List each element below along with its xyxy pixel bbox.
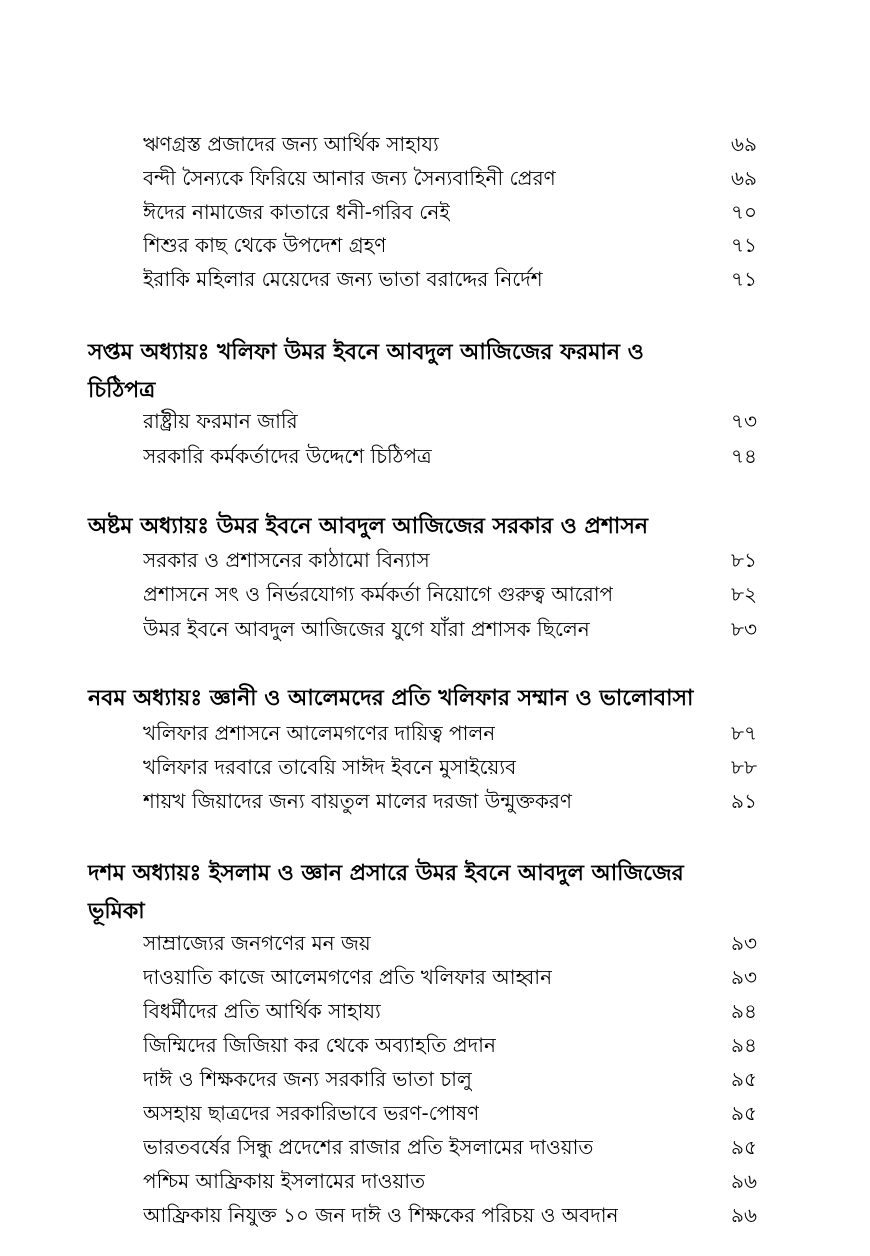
entry-page-number: ৮২ xyxy=(731,581,757,606)
toc-entry xyxy=(143,129,757,163)
entry-title: প্রশাসনে সৎ ও নির্ভরযোগ্য কর্মকর্তা নিয়োগে গুরুত্ব আরোপ xyxy=(143,581,614,606)
toc-entry xyxy=(143,230,757,264)
entry-title: অসহায় ছাত্রদের সরকারিভাবে ভরণ-পোষণ xyxy=(143,1100,480,1125)
entry-page-number: ৮৭ xyxy=(731,720,757,745)
toc-entry xyxy=(143,928,757,962)
entry-title: ঋণগ্রস্ত প্রজাদের জন্য আর্থিক সাহায্য xyxy=(143,131,439,156)
toc-entry xyxy=(143,1064,757,1098)
entry-title: খলিফার প্রশাসনে আলেমগণের দায়িত্ব পালন xyxy=(143,720,496,745)
entry-page-number: ৯৬ xyxy=(731,1202,757,1227)
chapter-heading-line: নবম অধ্যায়ঃ জ্ঞানী ও আলেমদের প্রতি খলিফার সম্মান ও ভালোবাসা xyxy=(88,686,694,711)
entry-page-number: ৬৯ xyxy=(731,131,757,156)
toc-entry xyxy=(143,1132,757,1166)
entry-page-number: ৭৩ xyxy=(730,408,757,433)
toc-entry xyxy=(143,441,757,475)
entry-title: সাম্রাজ্যের জনগণের মন জয় xyxy=(143,930,371,955)
entry-title: শায়খ জিয়াদের জন্য বায়তুল মালের দরজা উন্মুক্তকরণ xyxy=(143,788,572,813)
entry-page-number: ৭০ xyxy=(730,199,757,224)
toc-entry xyxy=(143,752,757,786)
entry-page-number: ৮৩ xyxy=(731,616,757,641)
entry-title: রাষ্ট্রীয় ফরমান জারি xyxy=(143,408,298,433)
entry-title: শিশুর কাছ থেকে উপদেশ গ্রহণ xyxy=(143,232,387,257)
toc-entry xyxy=(143,1200,757,1234)
chapter-heading-line: দশম অধ্যায়ঃ ইসলাম ও জ্ঞান প্রসারে উমর ইবনে আবদুল আজিজের xyxy=(88,861,684,886)
toc-entry xyxy=(143,1166,757,1200)
entry-title: ইরাকি মহিলার মেয়েদের জন্য ভাতা বরাদ্দের নির্দেশ xyxy=(143,266,543,291)
chapter-heading xyxy=(88,508,758,546)
chapter-heading-line: ভূমিকা xyxy=(88,899,145,924)
toc-entry xyxy=(143,1030,757,1064)
entry-page-number: ৯৩ xyxy=(731,964,757,989)
entry-title: আফ্রিকায় নিযুক্ত ১০ জন দাঈ ও শিক্ষকের পরিচয় ও অবদান xyxy=(143,1202,619,1227)
toc-entry xyxy=(143,264,757,298)
entry-page-number: ৬৯ xyxy=(731,165,757,190)
entry-title: জিম্মিদের জিজিয়া কর থেকে অব্যাহতি প্রদান xyxy=(143,1032,496,1057)
chapter-heading-line: অষ্টম অধ্যায়ঃ উমর ইবনে আবদুল আজিজের সরকার ও প্রশাসন xyxy=(88,514,648,539)
entry-page-number: ৯৪ xyxy=(731,998,757,1023)
entry-title: দাঈ ও শিক্ষকদের জন্য সরকারি ভাতা চালু xyxy=(143,1066,472,1091)
entry-title: খলিফার দরবারে তাবেয়ি সাঈদ ইবনে মুসাইয়্যেব xyxy=(143,754,517,779)
toc-entry xyxy=(143,1098,757,1132)
entry-page-number: ৯৫ xyxy=(731,1100,757,1125)
toc-entry xyxy=(143,614,757,648)
entry-title: পশ্চিম আফ্রিকায় ইসলামের দাওয়াত xyxy=(143,1168,426,1193)
entry-page-number: ৯৪ xyxy=(731,1032,757,1057)
entry-page-number: ৮১ xyxy=(731,547,757,572)
entry-title: ভারতবর্ষের সিন্ধু প্রদেশের রাজার প্রতি ইসলামের দাওয়াত xyxy=(143,1134,594,1159)
toc-entry xyxy=(143,163,757,197)
entry-page-number: ৭১ xyxy=(731,266,757,291)
entry-page-number: ৯৬ xyxy=(731,1168,757,1193)
chapter-heading-line: চিঠিপত্র xyxy=(88,378,156,403)
toc-entry xyxy=(143,786,757,820)
toc-entry xyxy=(143,545,757,579)
entry-title: সরকারি কর্মকর্তাদের উদ্দেশে চিঠিপত্র xyxy=(143,443,432,468)
toc-entry xyxy=(143,197,757,231)
toc-entry xyxy=(143,962,757,996)
entry-title: বিধর্মীদের প্রতি আর্থিক সাহায্য xyxy=(143,998,381,1023)
chapter-heading xyxy=(88,855,758,931)
entry-page-number: ৮৮ xyxy=(731,754,757,779)
entry-title: ঈদের নামাজের কাতারে ধনী-গরিব নেই xyxy=(143,199,450,224)
entry-page-number: ৯৫ xyxy=(731,1066,757,1091)
chapter-heading xyxy=(88,334,758,410)
entry-title: দাওয়াতি কাজে আলেমগণের প্রতি খলিফার আহ্বান xyxy=(143,964,553,989)
toc-entry xyxy=(143,996,757,1030)
entry-page-number: ৭১ xyxy=(731,232,757,257)
toc-entry xyxy=(143,406,757,440)
entry-page-number: ৯৩ xyxy=(731,930,757,955)
entry-title: সরকার ও প্রশাসনের কাঠামো বিন্যাস xyxy=(143,547,430,572)
entry-title: বন্দী সৈন্যকে ফিরিয়ে আনার জন্য সৈন্যবাহিনী প্রেরণ xyxy=(143,165,556,190)
toc-entry xyxy=(143,579,757,613)
chapter-heading xyxy=(88,680,758,718)
chapter-heading-line: সপ্তম অধ্যায়ঃ খলিফা উমর ইবনে আবদুল আজিজের ফরমান ও xyxy=(88,340,644,365)
entry-title: উমর ইবনে আবদুল আজিজের যুগে যাঁরা প্রশাসক ছিলেন xyxy=(143,616,590,641)
entry-page-number: ৭৪ xyxy=(731,443,757,468)
entry-page-number: ৯১ xyxy=(731,788,757,813)
toc-entry xyxy=(143,718,757,752)
entry-page-number: ৯৫ xyxy=(731,1134,757,1159)
